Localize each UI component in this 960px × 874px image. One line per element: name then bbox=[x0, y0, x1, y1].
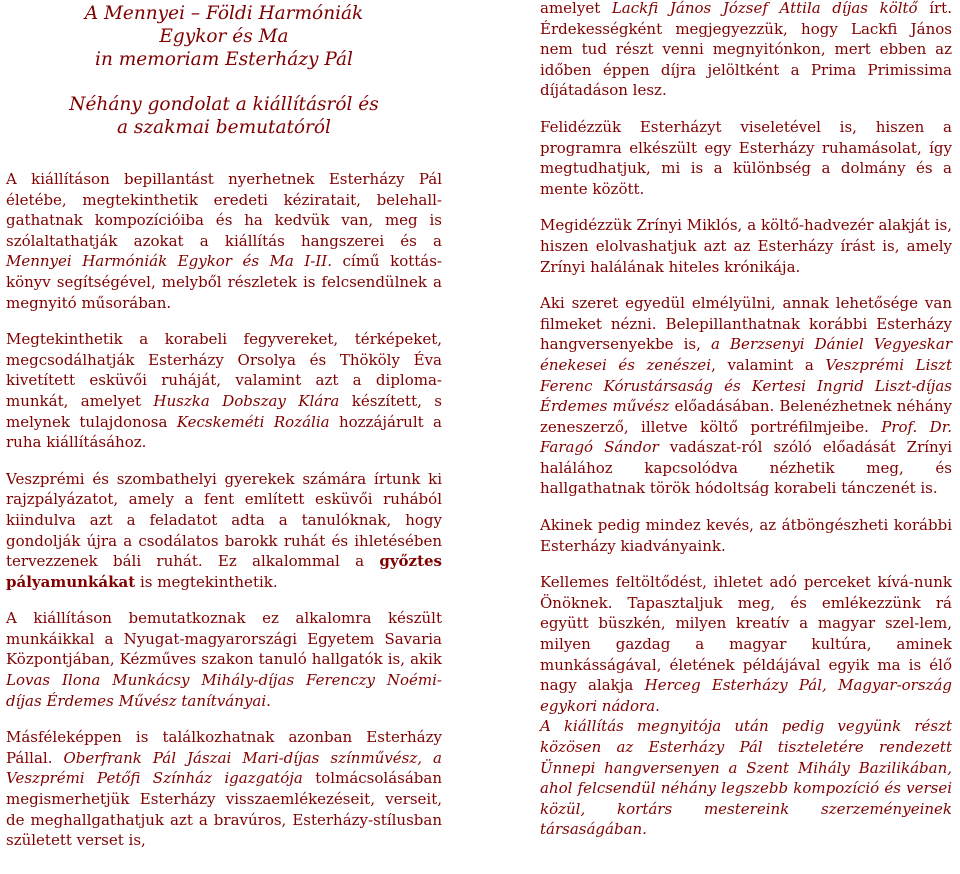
paragraph-wishes: Kellemes feltöltődést, ihletet adó perceket kívá-nunk Önöknek. Tapasztaljuk meg, és emlékezzünk rá együtt büszkén, milyen kreatív a magyar szel-lem, milyen gazdag a magyar kultúra, aminek munkásságával, életének példájával egyik ma is élő nagy alakja Herceg Esterházy Pál, Magyar-ország egykori nádora. bbox=[540, 573, 952, 715]
paragraph-concert: A kiállítás megnyitója után pedig vegyünk részt közösen az Esterházy Pál tiszteletére rendezett Ünnepi hangversenyen a Szent Mihály Bazilikában, ahol felcsendül néhány legszebb kompozíció és versei közül, kortárs mestereink szerzeményeinek társaságában. bbox=[540, 717, 952, 839]
paragraph-publications: Akinek pedig mindez kevés, az átböngészheti korábbi Esterházy kiadványaink. bbox=[540, 516, 952, 555]
lecturer-name: Prof. Dr. Faragó Sándor bbox=[540, 417, 952, 457]
title-line-3: in memoriam Esterházy Pál bbox=[95, 49, 353, 70]
paragraph-weapons-maps: Megtekinthetik a korabeli fegyvereket, térképeket, megcsodálhatják Esterházy Orsolya és Thököly Éva kivetített esküvői ruháját, valamint azt a diploma-munkát, amelyet Huszka Dobszay Klára készített, s melynek tulajdonosa Kecskeméti Rozália hozzájárult a ruha kiállításához. bbox=[6, 330, 442, 452]
prince-name: Herceg Esterházy Pál, Magyar-ország egykori nádora bbox=[540, 676, 952, 715]
poet-name: Lackfi János József Attila díjas költő bbox=[611, 0, 918, 17]
songbook-title: Mennyei Harmóniák Egykor és Ma I-II. bbox=[6, 252, 332, 271]
paragraph-students: A kiállításon bemutatkoznak ez alkalomra készült munkáikkal a Nyugat-magyarországi Egyetem Savaria Központjában, Kézműves szakon tanuló hallgatók is, akik Lovas Ilona Munkácsy Mihály-díjas Ferenczy Noémi-díjas Érdemes Művész tanítványai. bbox=[6, 609, 442, 710]
paragraph-exhibition-intro: A kiállításon bepillantást nyerhetnek Esterházy Pál életébe, megtekinthetik eredeti kéziratait, belehall-gathatnak kompozícióiba és ha kedvük van, meg is szólaltathatják azokat a kiállítás hangszerei és a Mennyei Harmóniák Egykor és Ma I-II. című kottás-könyv segítségével, melyből részletek is felcsendülnek a megnyitó műsorában. bbox=[6, 170, 442, 312]
right-column bbox=[540, 0, 952, 840]
left-column bbox=[6, 0, 442, 851]
actor-name: Oberfrank Pál Jászai Mari-díjas színművész, a Veszprémi Petőfi Színház igazgatója bbox=[6, 748, 443, 788]
owner-name: Kecskeméti Rozália bbox=[176, 412, 330, 431]
designer-name: Huszka Dobszay Klára bbox=[153, 391, 340, 410]
title-line-1: A Mennyei – Földi Harmóniák bbox=[84, 3, 364, 24]
paragraph-poet: amelyet Lackfi János József Attila díjas költő írt. Érdekességként megjegyezzük, hogy Lackfi János nem tud részt venni megnyitónkon, mert ebben az időben éppen díjra jelöltként a Prima Primissima díjátadáson lesz. bbox=[540, 0, 952, 100]
paragraph-recital: Másféleképpen is találkozhatnak azonban Esterházy Pállal. Oberfrank Pál Jászai Mari-díjas színművész, a Veszprémi Petőfi Színház igazgatója tolmácsolásában megismerhetjük Esterházy visszaemlékezéseit, verseit, de meghallgathatjuk azt a bravúros, Esterházy-stílusban született verset is, bbox=[6, 728, 443, 850]
paragraph-costume: Felidézzük Esterházyt viseletével is, hiszen a programra elkészült egy Esterházy ruhamásolat, így megtudhatjuk, mi is a különbség a dolmány és a mente között. bbox=[540, 117, 952, 198]
paragraph-zrinyi: Megidézzük Zrínyi Miklós, a költő-hadvezér alakját is, hiszen elolvashatjuk azt az Esterházy írást is, amely Zrínyi halálának hiteles krónikája. bbox=[540, 216, 952, 276]
teacher-name: Lovas Ilona Munkácsy Mihály-díjas Ferenczy Noémi-díjas Érdemes Művész tanítványai bbox=[6, 671, 442, 710]
winning-works: győztes pályamunkákat bbox=[6, 552, 442, 591]
title-line-2: Egykor és Ma bbox=[159, 26, 289, 47]
paragraph-drawing-contest: Veszprémi és szombathelyi gyerekek számára írtunk ki rajzpályázatot, amely a fent említett esküvői ruhából kiindulva azt a feladatot adta a tanulóknak, hogy gondolják újra a csodálatos barokk ruhát és ihletésében tervezzenek báli ruhát. Ez alkalommal a győztes pályamunkákat is megtekinthetik. bbox=[6, 469, 442, 591]
choral-society-name: Veszprémi Liszt Ferenc Kórustársaság és Kertesi Ingrid Liszt-díjas Érdemes művész bbox=[540, 355, 952, 416]
paragraph-films: Aki szeret egyedül elmélyülni, annak lehetősége van filmeket nézni. Belepillanthatnak korábbi Esterházy hangversenyekbe is, a Berzsenyi Dániel Vegyeskar énekesei és zenészei, valamint a Veszprémi Liszt Ferenc Kórustársaság és Kertesi Ingrid Liszt-díjas Érdemes művész előadásában. Belenézhetnek néhány zeneszerző, illetve költő portréfilmjeibe. Prof. Dr. Faragó Sándor vadászat-ról szóló előadását Zrínyi halálához kapcsolódva nézhetik meg, és hallgathatnak török hódoltság korabeli tánczenét is. bbox=[540, 294, 952, 498]
choir-name: a Berzsenyi Dániel Vegyeskar énekesei és zenészei bbox=[540, 335, 952, 374]
subtitle-line-2: a szakmai bemutatóról bbox=[117, 117, 331, 138]
subtitle-line-1: Néhány gondolat a kiállításról és bbox=[69, 94, 379, 115]
